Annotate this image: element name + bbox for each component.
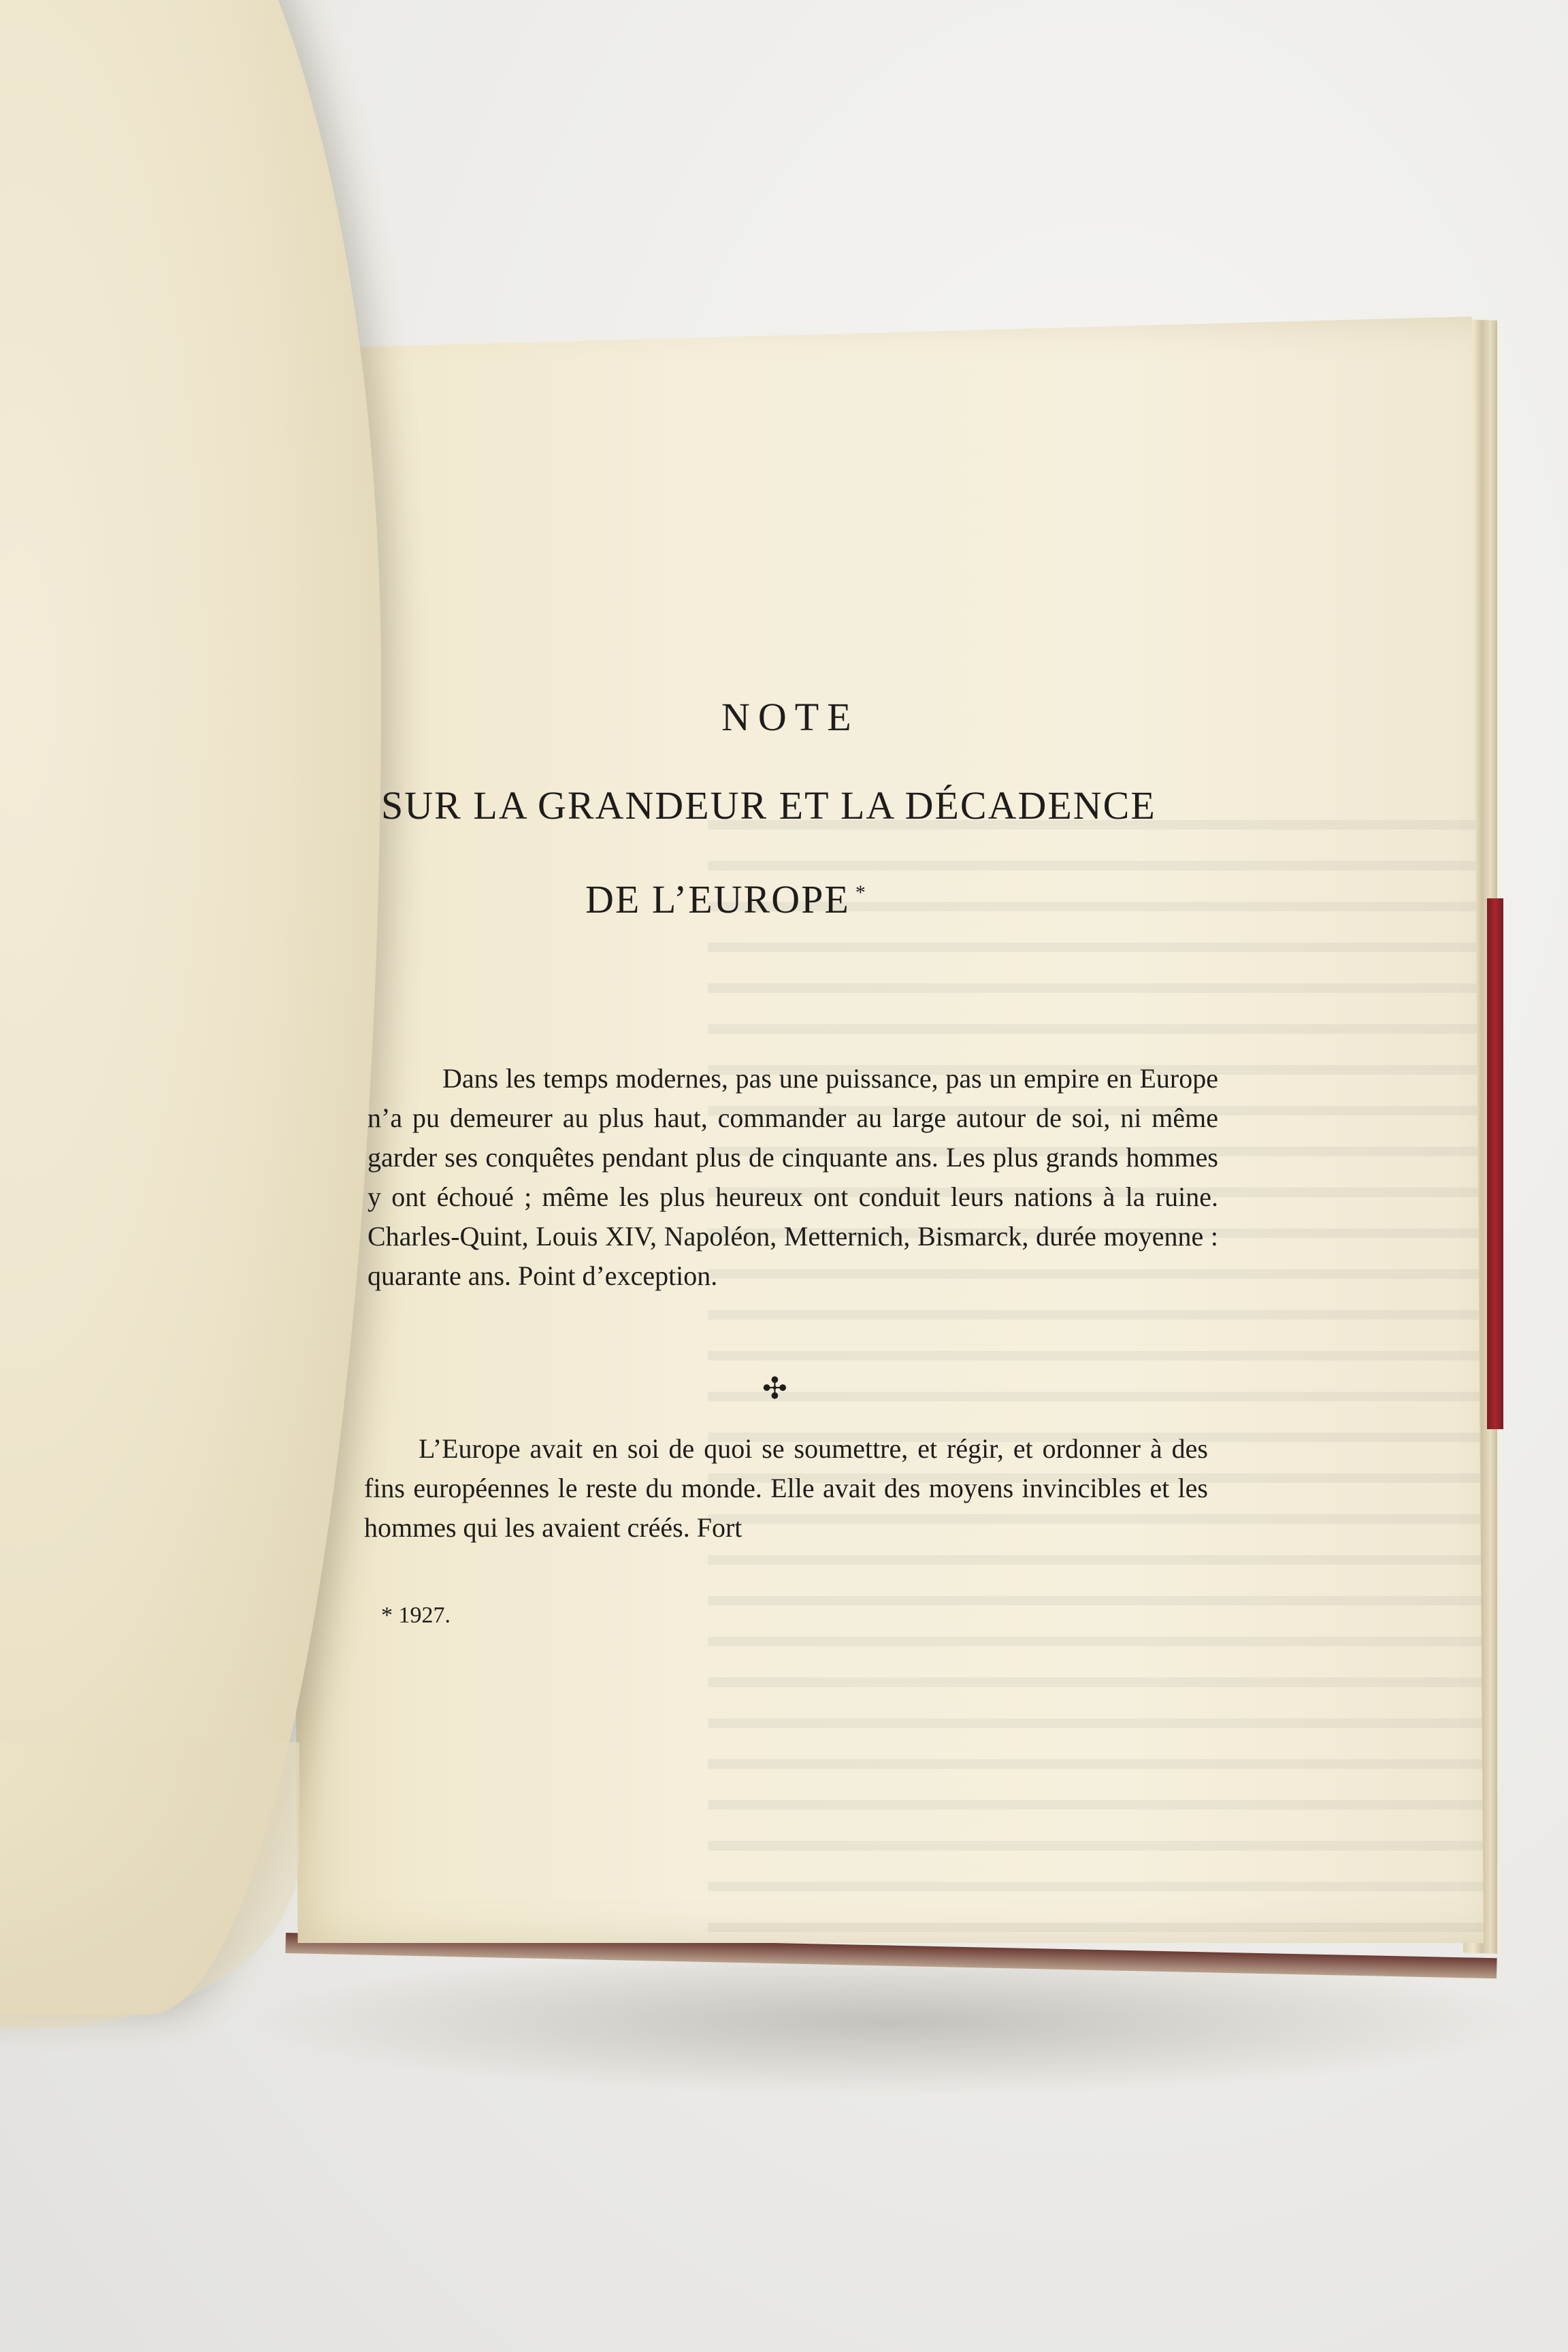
ornament-fleuron: ✣ — [762, 1372, 787, 1405]
paragraph-2: L’Europe avait en soi de quoi se soumettre, et régir, et ordonner à des fins européennes le reste du monde. Elle avait des moyens invincibles et les hommes qui les avaient créés. Fort — [364, 1433, 1208, 1543]
footnote: * 1927. — [381, 1603, 451, 1628]
title-note: NOTE — [721, 695, 860, 739]
title-europe-text: DE L’EUROPE — [585, 877, 850, 921]
footnote-mark: * — [855, 881, 867, 904]
paragraph-1: Dans les temps modernes, pas une puissance, pas un empire en Europe n’a pu demeurer au plus haut, commander au large autour de soi, ni même garder ses conquêtes pendant plus de cinquante ans. Les plus grands hommes y ont échoué ; même les plus heureux ont conduit leurs nations à la ruine. Charles-Quint, Louis XIV, Napoléon, Metternich, Bismarck, durée moyenne : quarante ans. Point d’exception. — [368, 1063, 1218, 1291]
title-subject: SUR LA GRANDEUR ET LA DÉCADENCE — [381, 783, 1156, 828]
title-europe — [585, 877, 867, 922]
